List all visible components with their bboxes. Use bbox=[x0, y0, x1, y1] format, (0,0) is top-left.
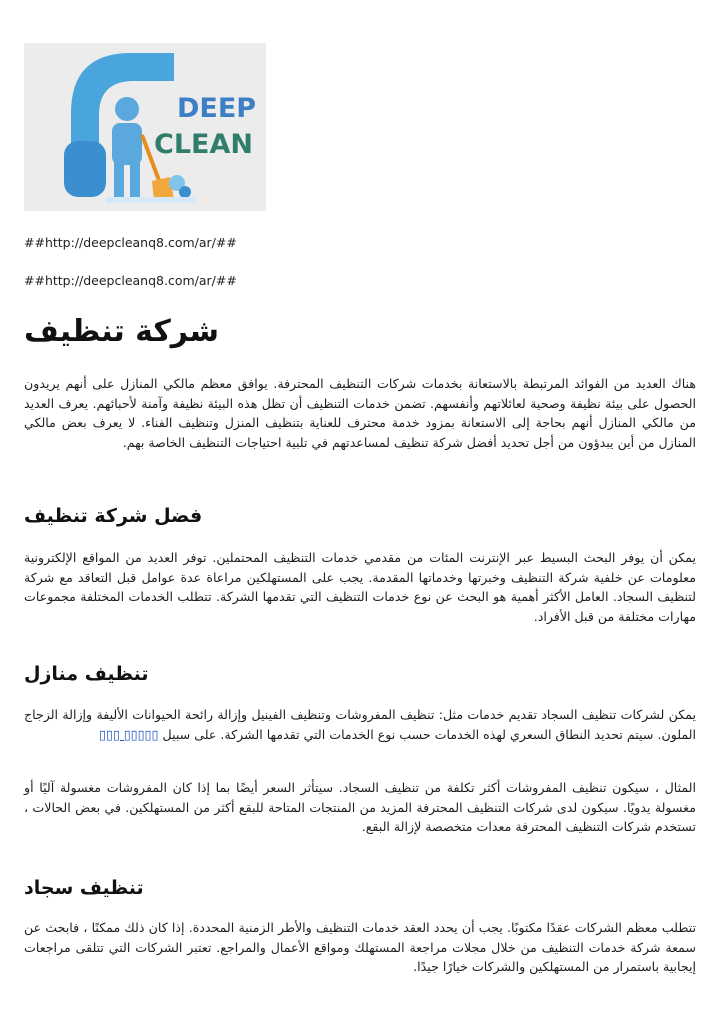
logo-person-leg bbox=[130, 161, 140, 197]
section-paragraph: يمكن أن يوفر البحث البسيط عبر الإنترنت المئات من مقدمي خدمات التنظيف المحتملين. توفر العديد من المواقع الإلكترونية معلومات عن خلفية شركة التنظيف وخبرتها وخدماتها المقدمة. يجب على المستهلكين مراعاة عدة عوامل قبل التعاقد مع شركة لتنظيف السجاد. العامل الأكثر أهمية هو البحث عن نوع خدمات التنظيف التي تقدمها الشركة. تتطلب الخدمات المختلفة مجموعات مهارات مختلفة من قبل الأفراد. bbox=[24, 550, 696, 624]
logo-person-leg bbox=[114, 161, 124, 197]
section-paragraph: تتطلب معظم الشركات عقدًا مكتوبًا. يجب أن يحدد العقد خدمات التنظيف والأطر الزمنية المحددة. إذا كان ذلك ممكنًا ، فابحث عن سمعة شركة خدمات التنظيف من خلال مجلات مراجعة المستهلك ومواقع الأعمال والمراجع. تعتبر الشركات التي تتلقى مراجعات إيجابية باستمرار من المستهلكين والشركات خيارًا جيدًا. bbox=[24, 920, 696, 974]
section-paragraph-text: يمكن لشركات تنظيف السجاد تقديم خدمات مثل: تنظيف المفروشات وتنظيف الفينيل وإزالة رائحة الحيوانات الأليفة وإزالة الزجاج الملون. سيتم تحديد النطاق السعري لهذه الخدمات حسب نوع الخدمات التي تقدمها الشركة. على سبيل bbox=[24, 707, 696, 742]
section-heading: فضل شركة تنظيف bbox=[24, 505, 203, 527]
page-title: شركة تنظيف bbox=[24, 314, 219, 349]
deep-clean-logo-graphic bbox=[24, 43, 266, 211]
intro-paragraph: هناك العديد من الفوائد المرتبطة بالاستعانة بخدمات شركات التنظيف المحترفة. يوافق معظم مالكي المنازل على أنهم يريدون الحصول على بيئة نظيفة وصحية لعائلاتهم وأنفسهم. تضمن خدمات التنظيف أن تظل هذه البيئة نظيفة وآمنة لأحبائهم. يعرف العديد من مالكي المنازل أنهم بحاجة إلى الاستعانة بمزود خدمة محترف للعناية بتنظيف المنزل وتنظيف الفناء. لا يعرف بعض مالكي المنازل من أين يبدؤون من أجل تحديد أفضل شركة تنظيف لمساعدتهم في تلبية احتياجات التنظيف الخاصة بهم. bbox=[24, 376, 696, 450]
section-paragraph: المثال ، سيكون تنظيف المفروشات أكثر تكلفة من تنظيف السجاد. سيتأثر السعر أيضًا بما إذا كان المفروشات مغسولة آليًا أو مغسولة يدويًا. سيكون لدى شركات التنظيف المحترفة المزيد من المنتجات المتاحة للبقع أكثر من المستهلكين. في بعض الحالات ، تستخدم شركات التنظيف المحترفة معدات متخصصة لإزالة البقع. bbox=[24, 780, 696, 834]
section-heading: تنظيف سجاد bbox=[24, 877, 144, 899]
logo-person-head bbox=[115, 97, 139, 121]
logo-canister bbox=[64, 141, 106, 197]
logo-floor bbox=[106, 197, 196, 203]
logo-person-body bbox=[112, 123, 142, 165]
deep-clean-logo bbox=[24, 43, 266, 211]
section-paragraph bbox=[24, 705, 696, 744]
logo-word-deep: DEEP bbox=[177, 93, 257, 124]
source-url: ##http://deepcleanq8.com/ar/## bbox=[24, 235, 237, 250]
logo-word-clean: CLEAN bbox=[154, 129, 253, 160]
source-url: ##http://deepcleanq8.com/ar/## bbox=[24, 273, 237, 288]
logo-bubble bbox=[179, 186, 191, 198]
section-heading: تنظيف منازل bbox=[24, 663, 149, 685]
inline-link[interactable]: ▯▯▯▯▯ ▯▯▯ bbox=[99, 726, 159, 742]
